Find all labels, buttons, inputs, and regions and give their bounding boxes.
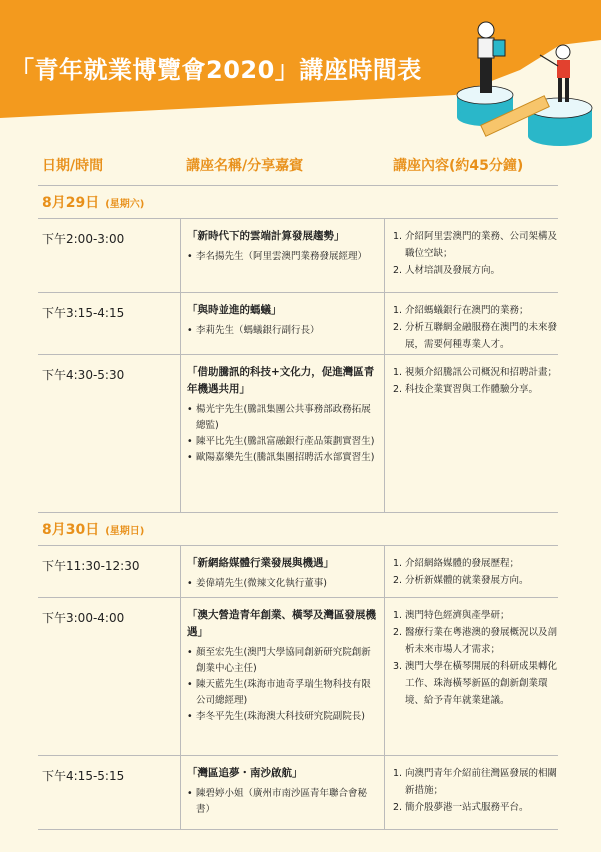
schedule-table [38,145,558,830]
session-row [38,546,558,598]
day-row-2 [38,513,558,546]
content-item: 1. 介紹阿里雲澳門的業務、公司架構及職位空缺； [393,231,558,259]
session-row [38,355,558,513]
session-topic: 「新網絡媒體行業發展與機遇」 [187,557,334,569]
speaker: • 姜偉靖先生(微辣文化執行董事) [187,576,380,592]
weekday-label: (星期日) [105,525,145,537]
speaker: • 陳碧婷小姐（廣州市南沙區青年聯合會秘書） [187,786,380,818]
speaker: • 楊光宇先生(騰訊集團公共事務部政務拓展總監) [187,402,380,434]
date-label: 8月30日 [42,522,100,538]
speaker: • 陳平比先生(騰訊富融銀行產品策劃實習生) [187,434,380,450]
session-topic: 「澳大營造青年創業、橫琴及灣區發展機遇」 [187,609,376,638]
speaker: • 顏至宏先生(澳門大學協同創新研究院創新創業中心主任) [187,645,380,677]
session-time: 下午2:00-3:00 [42,232,125,246]
header-content: 講座內容(約45分鐘) [393,158,524,174]
session-row [38,293,558,355]
session-time: 下午4:15-5:15 [42,769,125,783]
session-topic: 「新時代下的雲端計算發展趨勢」 [187,230,345,242]
content-item: 1. 向澳門青年介紹前往灣區發展的相關新措施； [393,768,558,796]
session-row [38,598,558,756]
content-item: 1. 視頻介紹騰訊公司概況和招聘計畫； [393,367,558,378]
speaker: • 李冬平先生(珠海澳大科技研究院副院長) [187,709,380,725]
content-item: 2. 人材培訓及發展方向。 [393,265,501,276]
session-topic: 「與時並進的螞蟻」 [187,304,282,316]
content-item: 1. 介紹網絡媒體的發展歷程； [393,558,520,569]
speaker: • 歐陽嘉樂先生(騰訊集團招聘活水部實習生) [187,450,380,466]
session-time: 下午11:30-12:30 [42,559,140,573]
session-row [38,756,558,830]
content-item: 2. 分析新媒體的就業發展方向。 [393,575,529,586]
speaker: • 李莉先生（螞蟻銀行副行長） [187,323,380,339]
session-time: 下午3:15-4:15 [42,306,125,320]
speaker: • 陳天藍先生(珠海市迪奇孚瑞生物科技有限公司總經理) [187,677,380,709]
content-item: 1. 澳門特色經濟與產學研； [393,610,510,621]
header-time: 日期/時間 [42,158,104,174]
content-item: 2. 簡介殷夢港一站式服務平台。 [393,802,529,813]
weekday-label: (星期六) [105,198,145,210]
career-illustration [430,0,601,150]
date-label: 8月29日 [42,195,100,211]
session-topic: 「借助騰訊的科技+文化力，促進灣區青年機遇共用」 [187,366,375,395]
content-item: 3. 澳門大學在橫琴開展的科研成果轉化工作、珠海橫琴新區的創新創業環境、給予青年就業建議。 [393,661,558,706]
page-title: 「青年就業博覽會2020」講座時間表 [10,56,422,84]
content-item: 2. 科技企業實習與工作體驗分享。 [393,384,539,395]
session-row [38,219,558,293]
table-header [38,145,558,186]
session-time: 下午3:00-4:00 [42,611,125,625]
content-item: 2. 分析互聯網金融服務在澳門的未來發展，需要何種專業人才。 [393,322,558,350]
content-item: 1. 介紹螞蟻銀行在澳門的業務； [393,305,529,316]
session-topic: 「灣區追夢・南沙啟航」 [187,767,303,779]
day-row-1 [38,186,558,219]
content-item: 2. 醫療行業在粵港澳的發展概況以及剖析未來市場人才需求； [393,627,558,655]
header-topic: 講座名稱/分享嘉賓 [186,158,304,174]
session-time: 下午4:30-5:30 [42,368,125,382]
speaker: • 李名揚先生（阿里雲澳門業務發展經理） [187,249,380,265]
